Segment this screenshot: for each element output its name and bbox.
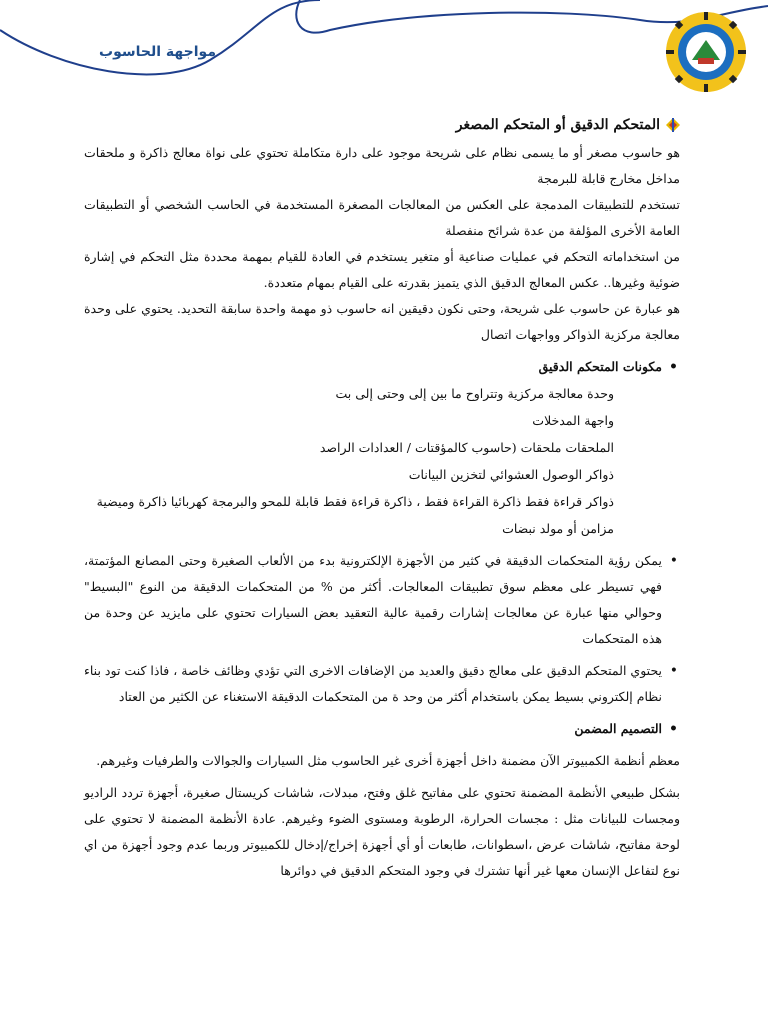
intro-paragraph-2: تستخدم للتطبيقات المدمجة على العكس من المعالجات المصغرة المستخدمة في الحاسب الشخصي أو التطبيقات العامة الأخرى المؤلفة من عدة شرائح منفصلة [84,197,680,238]
contains-paragraph: • يحتوي المتحكم الدقيق على معالج دقيق والعديد من الإضافات الاخرى التي تؤدي وظائف خاصة ، فاذا كنت تود بناء نظام إلكتروني بسيط يمكن باستخدام أكثر من وحد ة من المتحكمات الدقيقة الاستغناء عن الكثير من العتاد [84,658,662,710]
component-item: الملحقات ملحقات (حاسوب كالمؤقتات / العدادات الراصد [319,440,614,455]
diamond-bullet-icon [666,118,680,132]
embedded-paragraph-2: بشكل طبيعي الأنظمة المضمنة تحتوي على مفاتيح غلق وفتح، مبدلات، شاشات كريستال صغيرة، أجهزة تردد الراديو ومجسات للبيانات مثل : مجسات الحرارة، الرطوبة ومستوى الضوء وغيرهم. عادة الأنظمة المضمنة لا تحتوي على لوحة مفاتيح، شاشات عرض ،اسطوانات، طابعات أو أي أجهزة إخراج/إدخال للكمبيوتر وربما عدم وجود أجهزة من اي نوع لتفاعل الإنسان معها غير أنها تشترك في وجود المتحكم الدقيق في دوائرها [84,785,680,878]
section-heading-text: المتحكم الدقيق أو المتحكم المصغر [455,117,660,133]
components-items [84,380,680,542]
component-item: ذواكر قراءة فقط ذاكرة القراءة فقط ، ذاكرة قراءة فقط قابلة للمحو والبرمجة كهربائيا ذاكرة وميضية [96,494,614,509]
component-item: ذواكر الوصول العشوائي لتخزين البيانات [408,467,614,482]
component-item: واجهة المدخلات [532,413,614,428]
university-logo [664,10,748,94]
uses-list [84,548,680,652]
intro-paragraph-1: هو حاسوب مصغر أو ما يسمى نظام على شريحة موجود على دارة متكاملة تحتوي على نواة معالج ذاكرة و ملحقات مداخل مخارج قابلة للبرمجة [84,145,680,186]
course-title: مواجهة الحاسوب [99,44,216,60]
section-heading [84,112,680,138]
embedded-paragraph-1: معظم أنظمة الكمبيوتر الآن مضمنة داخل أجهزة أخرى غير الحاسوب مثل السيارات والجوالات والطرفيات وغيرهم. [96,753,680,768]
document-body [84,112,680,884]
embedded-list [84,716,680,742]
contains-list [84,658,680,710]
intro-paragraph-4: هو عبارة عن حاسوب على شريحة، وحتى نكون دقيقين انه حاسوب ذو مهمة واحدة سابقة التحديد. يحتوي على وحدة معالجة مركزية الذواكر وواجهات اتصال [84,301,680,342]
component-item: مزامن أو مولد نبضات [502,521,614,536]
embedded-title: • التصميم المضمن [84,716,662,742]
intro-paragraph-3: من استخداماته التحكم في عمليات صناعية أو متغير يستخدم في العادة للقيام بمهمة محددة مثل التحكم في إشارة ضوئية وغيرها.. عكس المعالج الدقيق الذي يتميز بقدرته على القيام بمهام متعددة. [84,249,680,290]
header-curve-decoration [0,0,768,120]
component-item: وحدة معالجة مركزية وتتراوح ما بين إلى وحتى إلى بت [335,386,614,401]
components-list [84,354,680,380]
uses-paragraph: • يمكن رؤية المتحكمات الدقيقة في كثير من الأجهزة الإلكترونية بدء من الألعاب الصغيرة وحتى المصانع المؤتمتة، فهي تسيطر على معظم سوق تطبيقات المعالجات. أكثر من % من المتحكمات الدقيقة من النوع "البسيط" وحوالي منها عبارة عن معالجات إشارات رقمية عالية التعقيد بعض السيارات تحتوي على مايزيد عن وحدة من هذه المتحكمات [84,548,662,652]
components-title: • مكونات المتحكم الدقيق [84,354,662,380]
